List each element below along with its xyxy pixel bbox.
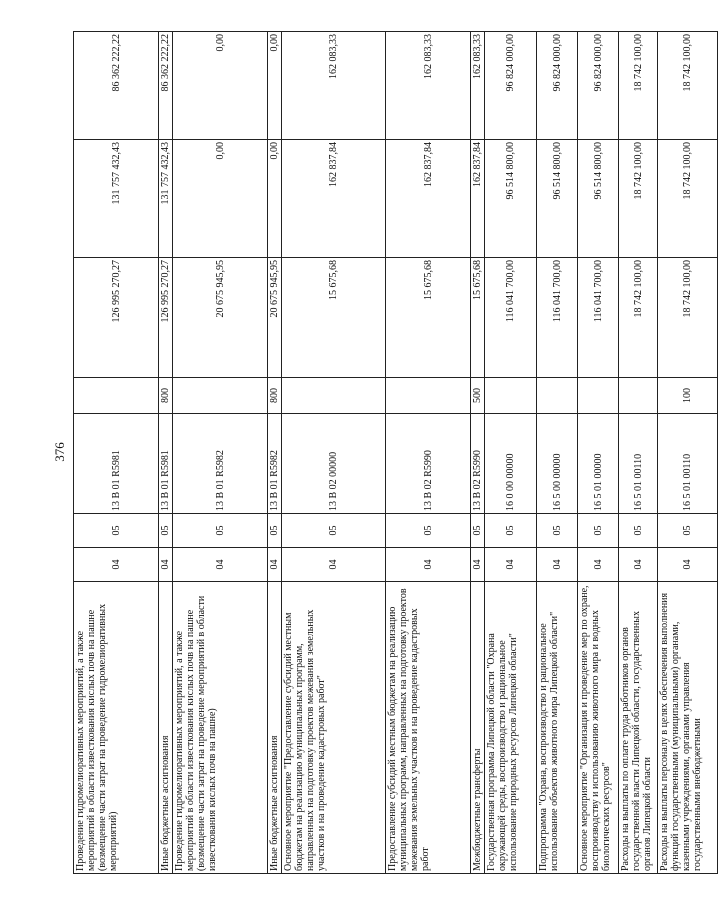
amount-year-1: 18 742 100,00: [619, 258, 658, 378]
table-row: [658, 32, 718, 874]
table-row: [282, 32, 386, 874]
section-code: 04: [485, 548, 537, 582]
amount-year-2: 96 514 800,00: [485, 140, 537, 258]
amount-year-2: 162 837,84: [282, 140, 386, 258]
target-article-code: 16 0 00 00000: [485, 414, 537, 514]
subsection-code: 05: [619, 514, 658, 548]
target-article-code: 16 5 01 00110: [658, 414, 718, 514]
target-article-code: 16 5 01 00000: [578, 414, 619, 514]
expense-type-code: 800: [268, 378, 282, 414]
target-article-code: 16 5 00 00000: [537, 414, 578, 514]
section-code: 04: [173, 548, 268, 582]
amount-year-3: 162 083,33: [282, 32, 386, 140]
row-name: Расходы на выплаты по оплате труда работников органов государственной власти Липецкой области, государственных органов Липецкой области: [619, 582, 658, 874]
amount-year-1: 116 041 700,00: [578, 258, 619, 378]
table-row: [619, 32, 658, 874]
expense-type-code: [578, 378, 619, 414]
target-article-code: 13 В 01 R5981: [159, 414, 173, 514]
amount-year-2: 96 514 800,00: [537, 140, 578, 258]
expense-type-code: [386, 378, 471, 414]
subsection-code: 05: [471, 514, 485, 548]
amount-year-3: 0,00: [268, 32, 282, 140]
amount-year-1: 116 041 700,00: [537, 258, 578, 378]
amount-year-2: 162 837,84: [386, 140, 471, 258]
amount-year-3: 96 824 000,00: [537, 32, 578, 140]
amount-year-1: 15 675,68: [386, 258, 471, 378]
target-article-code: 13 В 02 R5990: [386, 414, 471, 514]
subsection-code: 05: [386, 514, 471, 548]
expense-type-code: [537, 378, 578, 414]
amount-year-2: 18 742 100,00: [658, 140, 718, 258]
table-row: [485, 32, 537, 874]
amount-year-3: 162 083,33: [386, 32, 471, 140]
row-name: Иные бюджетные ассигнования: [268, 582, 282, 874]
amount-year-2: 0,00: [173, 140, 268, 258]
target-article-code: 13 В 01 R5981: [74, 414, 159, 514]
table-row: [578, 32, 619, 874]
target-article-code: 13 В 02 R5990: [471, 414, 485, 514]
target-article-code: 16 5 01 00110: [619, 414, 658, 514]
expense-type-code: [619, 378, 658, 414]
subsection-code: 05: [578, 514, 619, 548]
table-row: [386, 32, 471, 874]
amount-year-1: 126 995 270,27: [74, 258, 159, 378]
amount-year-2: 18 742 100,00: [619, 140, 658, 258]
target-article-code: 13 В 01 R5982: [268, 414, 282, 514]
budget-table-sheet: [73, 32, 703, 874]
amount-year-1: 116 041 700,00: [485, 258, 537, 378]
expense-type-code: [173, 378, 268, 414]
amount-year-2: 96 514 800,00: [578, 140, 619, 258]
page-number: 376: [52, 442, 67, 462]
amount-year-1: 20 675 945,95: [173, 258, 268, 378]
expense-type-code: 500: [471, 378, 485, 414]
section-code: 04: [619, 548, 658, 582]
amount-year-3: 18 742 100,00: [658, 32, 718, 140]
amount-year-3: 96 824 000,00: [578, 32, 619, 140]
subsection-code: 05: [537, 514, 578, 548]
target-article-code: 13 В 01 R5982: [173, 414, 268, 514]
amount-year-3: 86 362 222,22: [159, 32, 173, 140]
amount-year-1: 20 675 945,95: [268, 258, 282, 378]
section-code: 04: [471, 548, 485, 582]
section-code: 04: [282, 548, 386, 582]
row-name: Подпрограмма "Охрана, воспроизводство и рациональное использование объектов животного мира Липецкой области": [537, 582, 578, 874]
amount-year-1: 126 995 270,27: [159, 258, 173, 378]
subsection-code: 05: [74, 514, 159, 548]
row-name: Проведение гидромелиоративных мероприятий, а также мероприятий в области известкования кислых почв на пашне (возмещение части затрат на проведение гидромелиоративных мероприятий): [74, 582, 159, 874]
table-row: [159, 32, 173, 874]
amount-year-1: 15 675,68: [282, 258, 386, 378]
amount-year-3: 96 824 000,00: [485, 32, 537, 140]
row-name: Основное мероприятие "Организация и проведение мер по охране, воспроизводству и использованию животного мира и водных биологических ресурсов": [578, 582, 619, 874]
amount-year-2: 131 757 432,43: [159, 140, 173, 258]
expense-type-code: [74, 378, 159, 414]
amount-year-1: 18 742 100,00: [658, 258, 718, 378]
subsection-code: 05: [485, 514, 537, 548]
row-name: Расходы на выплаты персоналу в целях обеспечения выполнения функций государственными (муниципальными) органами, казенными учреждениями, органами управления государственными внебюджетными: [658, 582, 718, 874]
target-article-code: 13 В 02 00000: [282, 414, 386, 514]
row-name: Проведение гидромелиоративных мероприятий, а также мероприятий в области известкования кислых почв на пашне (возмещение части затрат на проведение мероприятий в области известкования кислых почв на пашне): [173, 582, 268, 874]
expense-type-code: 100: [658, 378, 718, 414]
table-row: [537, 32, 578, 874]
expense-type-code: [282, 378, 386, 414]
table-row: [268, 32, 282, 874]
subsection-code: 05: [173, 514, 268, 548]
subsection-code: 05: [159, 514, 173, 548]
amount-year-3: 162 083,33: [471, 32, 485, 140]
expense-type-code: [485, 378, 537, 414]
subsection-code: 05: [658, 514, 718, 548]
row-name: Предоставление субсидий местным бюджетам на реализацию муниципальных программ, направленных на подготовку проектов межевания земельных участков и на проведение кадастровых работ: [386, 582, 471, 874]
row-name: Межбюджетные трансферты: [471, 582, 485, 874]
section-code: 04: [386, 548, 471, 582]
amount-year-3: 18 742 100,00: [619, 32, 658, 140]
section-code: 04: [658, 548, 718, 582]
subsection-code: 05: [282, 514, 386, 548]
amount-year-3: 86 362 222,22: [74, 32, 159, 140]
row-name: Иные бюджетные ассигнования: [159, 582, 173, 874]
amount-year-3: 0,00: [173, 32, 268, 140]
subsection-code: 05: [268, 514, 282, 548]
section-code: 04: [537, 548, 578, 582]
amount-year-2: 0,00: [268, 140, 282, 258]
table-row: [173, 32, 268, 874]
expense-type-code: 800: [159, 378, 173, 414]
budget-table: [73, 31, 718, 874]
table-row: [74, 32, 159, 874]
section-code: 04: [578, 548, 619, 582]
section-code: 04: [268, 548, 282, 582]
row-name: Государственная программа Липецкой области "Охрана окружающей среды, воспроизводство и рациональное использование природных ресурсов Липецкой области": [485, 582, 537, 874]
amount-year-2: 131 757 432,43: [74, 140, 159, 258]
amount-year-2: 162 837,84: [471, 140, 485, 258]
section-code: 04: [74, 548, 159, 582]
amount-year-1: 15 675,68: [471, 258, 485, 378]
row-name: Основное мероприятие "Предоставление субсидий местным бюджетам на реализацию муниципальных программ, направленных на подготовку проектов межевания земельных участков и на проведение кадастровых работ": [282, 582, 386, 874]
section-code: 04: [159, 548, 173, 582]
table-row: [471, 32, 485, 874]
